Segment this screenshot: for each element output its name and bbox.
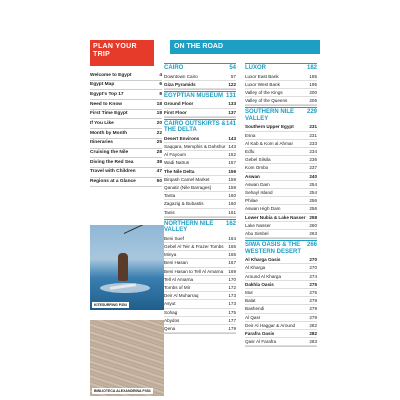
toc-entry-label: Aswan High Dam bbox=[245, 206, 281, 212]
toc-entry-page: 270 bbox=[309, 265, 317, 271]
toc-entry[interactable] bbox=[245, 189, 317, 197]
plan-item-label: Egypt's Top 17 bbox=[90, 91, 124, 97]
plan-item-page: 38 bbox=[156, 159, 162, 165]
toc-entry[interactable] bbox=[164, 243, 236, 251]
section-title-label: SOUTHERN NILE VALLEY bbox=[245, 109, 295, 122]
toc-entry-label: Zagazig & Bubastis bbox=[164, 201, 204, 207]
plan-item-label: Travel with Children bbox=[90, 169, 136, 175]
toc-entry-page: 254 bbox=[309, 189, 317, 195]
plan-item[interactable] bbox=[90, 110, 162, 120]
toc-entry[interactable] bbox=[164, 73, 236, 81]
toc-entry-label: Sehayl Island bbox=[245, 189, 273, 195]
toc-entry-label: Saqqara, Memphis & Dahshur bbox=[164, 144, 226, 150]
toc-entry-label: Deir Al Haggar & Around bbox=[245, 322, 296, 328]
toc-entry-page: 57 bbox=[230, 73, 236, 79]
toc-entry-label: Aswan Dam bbox=[245, 181, 270, 187]
toc-entry[interactable] bbox=[164, 251, 236, 259]
toc-entry-label: Lake Nasser bbox=[245, 222, 271, 228]
toc-entry-label: Gebel Silsila bbox=[245, 157, 271, 163]
toc-entry[interactable] bbox=[164, 176, 236, 184]
section-title-page: 54 bbox=[229, 65, 236, 71]
toc-entry[interactable] bbox=[245, 148, 317, 156]
toc-entry-page: 159 bbox=[228, 176, 236, 182]
plan-item[interactable] bbox=[90, 119, 162, 129]
library-photo bbox=[90, 320, 164, 396]
toc-entry-label: Giza Pyramids bbox=[164, 81, 196, 87]
toc-entry-label: Al Kab & Kom al Ahmar bbox=[245, 140, 294, 146]
toc-entry[interactable] bbox=[164, 300, 236, 308]
toc-entry-label: Sohag bbox=[164, 309, 178, 315]
toc-entry-page: 143 bbox=[228, 135, 236, 141]
toc-entry-page: 256 bbox=[309, 206, 317, 212]
toc-entry-label: Dakhla Oasis bbox=[245, 281, 274, 287]
toc-entry-label: Asyut bbox=[164, 301, 176, 307]
section-title-label: SIWA OASIS & THE WESTERN DESERT bbox=[245, 242, 302, 255]
toc-entry[interactable] bbox=[245, 281, 317, 289]
section-title-label: CAIRO bbox=[164, 65, 184, 71]
road-column-1 bbox=[164, 63, 236, 335]
toc-entry[interactable] bbox=[164, 284, 236, 292]
road-section bbox=[164, 91, 236, 118]
toc-entry-label: Beni Suef bbox=[164, 235, 184, 241]
section-title-label: EGYPTIAN MUSEUM bbox=[164, 92, 224, 99]
road-section bbox=[245, 63, 317, 106]
toc-entry-label: Tanta bbox=[164, 193, 176, 199]
toc-entry[interactable] bbox=[164, 317, 236, 325]
toc-entry-label: Tell Al Amarna bbox=[164, 276, 194, 282]
toc-entry[interactable] bbox=[245, 314, 317, 322]
section-title-page: 131 bbox=[225, 92, 236, 99]
plan-item-page: 25 bbox=[156, 140, 162, 146]
toc-entry-page: 275 bbox=[309, 281, 317, 287]
road-section bbox=[164, 63, 236, 90]
toc-entry-page: 200 bbox=[309, 89, 317, 95]
plan-item[interactable] bbox=[90, 168, 162, 178]
toc-entry[interactable] bbox=[164, 235, 236, 243]
section-title-page: 266 bbox=[306, 242, 317, 249]
toc-entry-page: 133 bbox=[228, 101, 236, 107]
toc-entry[interactable] bbox=[245, 264, 317, 272]
toc-entry-label: Al Fayoum bbox=[164, 152, 186, 158]
toc-entry-label: Al Qasr bbox=[245, 314, 261, 320]
toc-entry[interactable] bbox=[245, 123, 317, 131]
toc-entry-page: 258 bbox=[309, 214, 317, 220]
toc-entry-page: 161 bbox=[228, 209, 236, 215]
toc-entry[interactable] bbox=[245, 330, 317, 338]
toc-entry-label: Beni Hasan bbox=[164, 260, 188, 266]
toc-entry[interactable] bbox=[245, 222, 317, 230]
toc-entry-page: 240 bbox=[309, 173, 317, 179]
toc-entry-label: Al Kharga bbox=[245, 265, 266, 271]
toc-entry-page: 283 bbox=[309, 339, 317, 345]
plan-item-label: Welcome to Egypt bbox=[90, 72, 132, 78]
toc-entry-label: Qasr Al Farafra bbox=[245, 339, 277, 345]
toc-entry[interactable] bbox=[245, 289, 317, 297]
section-title-page: 229 bbox=[306, 109, 317, 116]
toc-entry[interactable] bbox=[245, 214, 317, 222]
plan-item[interactable] bbox=[90, 71, 162, 81]
toc-entry-page: 165 bbox=[228, 244, 236, 250]
toc-entry[interactable] bbox=[164, 268, 236, 276]
toc-entry[interactable] bbox=[164, 151, 236, 159]
toc-entry[interactable] bbox=[245, 256, 317, 264]
section-title[interactable] bbox=[245, 63, 317, 73]
toc-entry-page: 159 bbox=[228, 168, 236, 174]
toc-entry-page: 165 bbox=[228, 252, 236, 258]
toc-entry-page: 279 bbox=[309, 314, 317, 320]
toc-entry[interactable] bbox=[164, 325, 236, 333]
plan-item-label: Regions at a Glance bbox=[90, 179, 136, 185]
toc-entry-page: 254 bbox=[309, 181, 317, 187]
toc-entry-page: 279 bbox=[309, 306, 317, 312]
toc-entry-label: Mut bbox=[245, 289, 253, 295]
toc-entry[interactable] bbox=[245, 205, 317, 213]
section-title[interactable] bbox=[245, 107, 317, 123]
toc-entry-label: Downtown Cairo bbox=[164, 73, 198, 79]
toc-entry[interactable] bbox=[245, 89, 317, 97]
toc-entry-label: Gebel Al Teir & Frazer Tombs bbox=[164, 244, 224, 250]
toc-entry-label: Desert Environs bbox=[164, 135, 200, 141]
plan-item-page: 50 bbox=[156, 179, 162, 185]
toc-entry-page: 160 bbox=[228, 193, 236, 199]
toc-entry-label: Ground Floor bbox=[164, 101, 194, 107]
toc-entry-page: 172 bbox=[228, 285, 236, 291]
toc-entry-page: 236 bbox=[309, 157, 317, 163]
toc-entry-label: Qanatir (Nile Barrages) bbox=[164, 185, 212, 191]
toc-entry[interactable] bbox=[245, 97, 317, 105]
toc-entry-page: 233 bbox=[309, 140, 317, 146]
plan-item-page: 4 bbox=[159, 72, 162, 78]
kitesurfing-caption: KITESURFING P354 bbox=[94, 303, 127, 307]
toc-entry-label: Al Kharga Oasis bbox=[245, 257, 281, 263]
section-title-page: 162 bbox=[225, 220, 236, 227]
toc-entry-label: Deir Al Muharraq bbox=[164, 293, 199, 299]
toc-entry-page: 173 bbox=[228, 293, 236, 299]
toc-entry-page: 137 bbox=[228, 109, 236, 115]
toc-entry[interactable] bbox=[245, 297, 317, 305]
plan-item-page: 18 bbox=[156, 111, 162, 117]
kite-line bbox=[124, 225, 152, 234]
plan-your-trip-header: PLAN YOUR TRIP bbox=[90, 40, 154, 66]
plan-item[interactable] bbox=[90, 149, 162, 159]
toc-entry-page: 275 bbox=[309, 289, 317, 295]
toc-entry-page: 177 bbox=[228, 317, 236, 323]
toc-entry-page: 195 bbox=[309, 81, 317, 87]
road-section bbox=[245, 240, 317, 347]
plan-item-page: 6 bbox=[159, 82, 162, 88]
toc-entry-label: Aswan bbox=[245, 173, 260, 179]
toc-entry-page: 278 bbox=[309, 298, 317, 304]
toc-entry[interactable] bbox=[164, 276, 236, 284]
toc-entry-label: Esna bbox=[245, 132, 256, 138]
toc-entry-label: Luxor East Bank bbox=[245, 73, 279, 79]
toc-entry[interactable] bbox=[164, 259, 236, 267]
section-title-label: CAIRO OUTSKIRTS & THE DELTA bbox=[164, 120, 226, 134]
toc-entry[interactable] bbox=[245, 73, 317, 81]
toc-entry-page: 167 bbox=[228, 260, 236, 266]
toc-entry-label: Farafra Oasis bbox=[245, 330, 275, 336]
toc-entry-page: 270 bbox=[309, 257, 317, 263]
toc-entry-page: 263 bbox=[309, 230, 317, 236]
toc-entry-page: 231 bbox=[309, 132, 317, 138]
plan-item[interactable] bbox=[90, 158, 162, 168]
plan-item-page: 22 bbox=[156, 130, 162, 136]
toc-entry-page: 256 bbox=[309, 198, 317, 204]
toc-entry-page: 173 bbox=[228, 301, 236, 307]
road-section bbox=[164, 119, 236, 218]
toc-entry-label: Qena bbox=[164, 326, 176, 332]
toc-entry-page: 179 bbox=[228, 326, 236, 332]
toc-entry[interactable] bbox=[164, 184, 236, 192]
toc-entry-page: 206 bbox=[309, 98, 317, 104]
toc-entry[interactable] bbox=[164, 209, 236, 217]
toc-entry-page: 170 bbox=[228, 276, 236, 282]
toc-entry[interactable] bbox=[164, 109, 236, 117]
toc-entry-page: 234 bbox=[309, 148, 317, 154]
on-the-road-header: ON THE ROAD bbox=[170, 40, 320, 54]
section-title[interactable] bbox=[164, 63, 236, 73]
toc-entry-label: Balat bbox=[245, 298, 256, 304]
toc-entry-label: Birqash Camel Market bbox=[164, 176, 210, 182]
toc-entry-page: 164 bbox=[228, 235, 236, 241]
toc-entry[interactable] bbox=[164, 168, 236, 176]
toc-entry-label: Edfu bbox=[245, 148, 255, 154]
toc-entry-label: Wadi Natrun bbox=[164, 160, 190, 166]
toc-entry-label: Abu Simbel bbox=[245, 230, 269, 236]
toc-entry[interactable] bbox=[245, 197, 317, 205]
road-column-2 bbox=[245, 63, 317, 348]
library-caption: BIBLIOTECA ALEXANDRINA P354 bbox=[94, 389, 151, 393]
toc-entry-page: 169 bbox=[228, 268, 236, 274]
section-title-page: 182 bbox=[306, 65, 317, 71]
section-title[interactable] bbox=[245, 240, 317, 256]
toc-entry-page: 282 bbox=[309, 322, 317, 328]
plan-your-trip-list bbox=[90, 71, 162, 187]
toc-entry-label: Beni Hasan to Tell Al Amarna bbox=[164, 268, 224, 274]
toc-page bbox=[80, 30, 320, 400]
road-section bbox=[164, 219, 236, 334]
kitesurfer-figure bbox=[118, 253, 128, 281]
toc-entry-page: 122 bbox=[228, 81, 236, 87]
toc-entry[interactable] bbox=[164, 143, 236, 151]
toc-entry-label: Tombs of Mir bbox=[164, 285, 191, 291]
toc-entry-label: The Nile Delta bbox=[164, 168, 195, 174]
plan-item-page: 28 bbox=[156, 150, 162, 156]
toc-entry[interactable] bbox=[245, 81, 317, 89]
toc-entry[interactable] bbox=[164, 292, 236, 300]
toc-entry-page: 143 bbox=[228, 144, 236, 150]
plan-item[interactable] bbox=[90, 90, 162, 100]
toc-entry[interactable] bbox=[164, 309, 236, 317]
plan-item[interactable] bbox=[90, 100, 162, 110]
plan-item-label: Diving the Red Sea bbox=[90, 159, 134, 165]
toc-entry-page: 231 bbox=[309, 124, 317, 130]
section-title-label: NORTHERN NILE VALLEY bbox=[164, 220, 214, 234]
plan-item-label: Itineraries bbox=[90, 140, 113, 146]
plan-item-label: If You Like bbox=[90, 121, 114, 127]
section-title[interactable] bbox=[164, 219, 236, 235]
toc-entry-page: 282 bbox=[309, 330, 317, 336]
toc-entry[interactable] bbox=[245, 230, 317, 238]
plan-item[interactable] bbox=[90, 129, 162, 139]
toc-entry[interactable] bbox=[164, 100, 236, 108]
toc-entry-page: 260 bbox=[309, 222, 317, 228]
plan-item[interactable] bbox=[90, 178, 162, 188]
toc-entry-page: 175 bbox=[228, 309, 236, 315]
kitesurfing-photo bbox=[90, 225, 164, 310]
toc-entry[interactable] bbox=[245, 322, 317, 330]
toc-entry-label: Valley of the Queens bbox=[245, 98, 288, 104]
toc-entry[interactable] bbox=[245, 156, 317, 164]
toc-entry[interactable] bbox=[245, 338, 317, 346]
plan-item-page: 8 bbox=[159, 91, 162, 97]
plan-item-label: Need to Know bbox=[90, 101, 122, 107]
section-title[interactable] bbox=[164, 91, 236, 101]
plan-item-label: Egypt Map bbox=[90, 82, 115, 88]
toc-entry[interactable] bbox=[245, 273, 317, 281]
toc-entry[interactable] bbox=[164, 200, 236, 208]
toc-entry-label: Valley of the Kings bbox=[245, 89, 283, 95]
toc-entry-label: Kom Ombo bbox=[245, 165, 269, 171]
toc-entry-page: 160 bbox=[228, 201, 236, 207]
toc-entry-page: 237 bbox=[309, 165, 317, 171]
toc-entry-label: Tanis bbox=[164, 209, 175, 215]
toc-entry[interactable] bbox=[164, 159, 236, 167]
plan-item[interactable] bbox=[90, 81, 162, 91]
toc-entry-label: First Floor bbox=[164, 109, 187, 115]
plan-item-label: Month by Month bbox=[90, 130, 128, 136]
toc-entry-page: 185 bbox=[309, 73, 317, 79]
toc-entry[interactable] bbox=[164, 135, 236, 143]
plan-item[interactable] bbox=[90, 139, 162, 149]
plan-item-page: 18 bbox=[156, 101, 162, 107]
plan-item-page: 47 bbox=[156, 169, 162, 175]
section-title-label: LUXOR bbox=[245, 65, 266, 71]
toc-entry-page: 152 bbox=[228, 152, 236, 158]
toc-entry[interactable] bbox=[245, 132, 317, 140]
toc-entry-label: Abydos bbox=[164, 317, 180, 323]
toc-entry-label: Around Al Kharga bbox=[245, 273, 282, 279]
plan-item-label: Cruising the Nile bbox=[90, 150, 129, 156]
toc-entry[interactable] bbox=[245, 181, 317, 189]
section-title-page: 141 bbox=[225, 120, 236, 127]
toc-entry[interactable] bbox=[164, 81, 236, 89]
toc-entry-label: Philae bbox=[245, 198, 258, 204]
toc-entry-label: Bashendi bbox=[245, 306, 265, 312]
toc-entry-page: 274 bbox=[309, 273, 317, 279]
toc-entry[interactable] bbox=[245, 173, 317, 181]
toc-entry-label: Minya bbox=[164, 252, 177, 258]
toc-entry-label: Luxor West Bank bbox=[245, 81, 280, 87]
plan-item-label: First Time Egypt bbox=[90, 111, 128, 117]
road-section bbox=[245, 107, 317, 239]
toc-entry-page: 157 bbox=[228, 160, 236, 166]
toc-entry[interactable] bbox=[245, 140, 317, 148]
toc-entry[interactable] bbox=[245, 305, 317, 313]
toc-entry-page: 159 bbox=[228, 185, 236, 191]
toc-entry[interactable] bbox=[164, 192, 236, 200]
plan-item-page: 20 bbox=[156, 121, 162, 127]
toc-entry-label: Lower Nubia & Lake Nasser bbox=[245, 214, 306, 220]
section-title[interactable] bbox=[164, 119, 236, 135]
toc-entry[interactable] bbox=[245, 164, 317, 172]
toc-entry-label: Southern Upper Egypt bbox=[245, 124, 294, 130]
